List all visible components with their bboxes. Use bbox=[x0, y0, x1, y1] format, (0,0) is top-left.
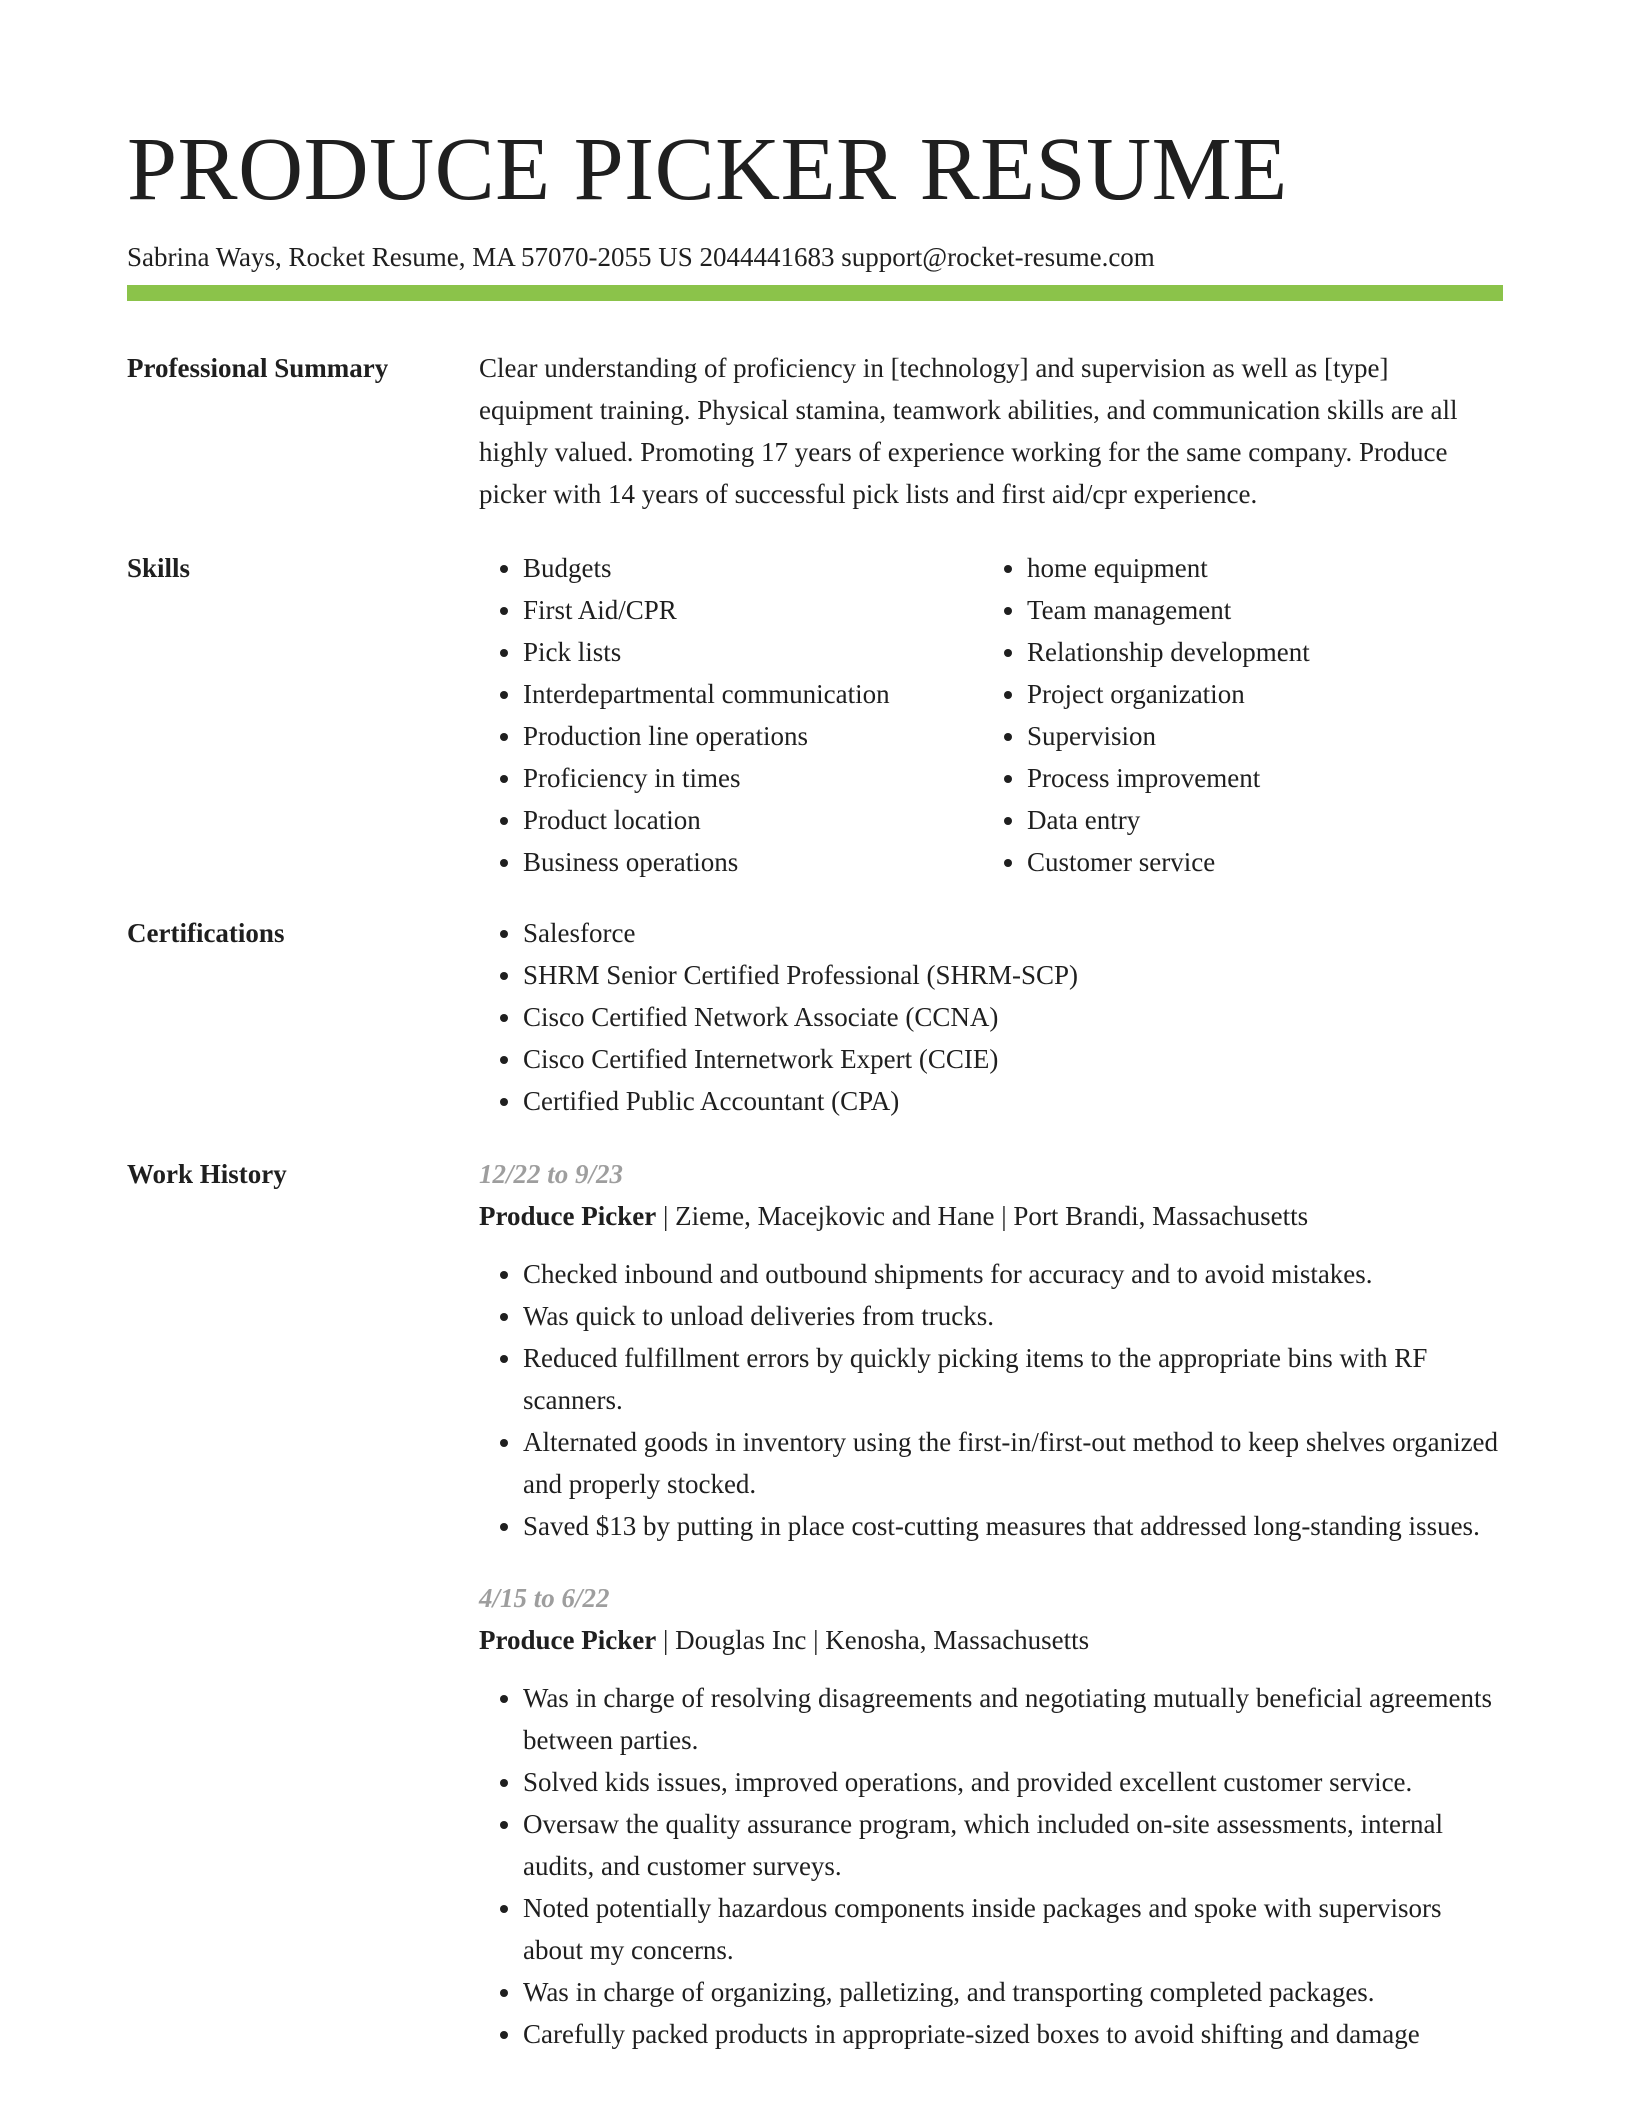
skill-item: • Production line operations bbox=[523, 715, 983, 757]
work-history-label: Work History bbox=[127, 1159, 287, 1189]
certifications-list bbox=[479, 912, 1503, 1122]
skill-item: • Supervision bbox=[1027, 715, 1487, 757]
contact-line: Sabrina Ways, Rocket Resume, MA 57070-2055 US 2044441683 support@rocket-resume.com bbox=[127, 242, 1155, 272]
summary-label: Professional Summary bbox=[127, 353, 389, 383]
resume-header bbox=[127, 118, 1503, 274]
job-heading bbox=[479, 1195, 1503, 1237]
job-date: 4/15 to 6/22 bbox=[479, 1583, 610, 1613]
job-entry bbox=[479, 1577, 1503, 2055]
certification-item: • Cisco Certified Network Associate (CCNA) bbox=[523, 996, 1503, 1038]
skill-item: • Process improvement bbox=[1027, 757, 1487, 799]
skill-item: • Customer service bbox=[1027, 841, 1487, 883]
work-history-body bbox=[479, 1153, 1503, 2055]
certification-item: • Certified Public Accountant (CPA) bbox=[523, 1080, 1503, 1122]
job-title: Produce Picker bbox=[479, 1201, 657, 1231]
skills-body bbox=[479, 547, 1503, 883]
job-bullet: • Oversaw the quality assurance program, which included on-site assessments, internal audits, and customer surveys. bbox=[523, 1803, 1503, 1887]
skill-item: • First Aid/CPR bbox=[523, 589, 983, 631]
skill-item: • Interdepartmental communication bbox=[523, 673, 983, 715]
job-title: Produce Picker bbox=[479, 1625, 657, 1655]
job-bullet: • Carefully packed products in appropriate-sized boxes to avoid shifting and damage bbox=[523, 2013, 1503, 2055]
job-bullet: • Noted potentially hazardous components inside packages and spoke with supervisors about my concerns. bbox=[523, 1887, 1503, 1971]
skill-item: • Budgets bbox=[523, 547, 983, 589]
job-bullets bbox=[479, 1253, 1503, 1547]
job-entry bbox=[479, 1153, 1503, 1547]
job-date: 12/22 to 9/23 bbox=[479, 1159, 624, 1189]
skill-item: • Pick lists bbox=[523, 631, 983, 673]
skill-item: • Business operations bbox=[523, 841, 983, 883]
skills-list-2 bbox=[983, 547, 1487, 883]
job-details: | Douglas Inc | Kenosha, Massachusetts bbox=[656, 1625, 1090, 1655]
certification-item: • Cisco Certified Internetwork Expert (CCIE) bbox=[523, 1038, 1503, 1080]
skill-item: • Product location bbox=[523, 799, 983, 841]
skill-item: • Project organization bbox=[1027, 673, 1487, 715]
skills-list-1 bbox=[479, 547, 983, 883]
job-bullet: • Checked inbound and outbound shipments for accuracy and to avoid mistakes. bbox=[523, 1253, 1503, 1295]
job-bullet: • Alternated goods in inventory using the first-in/first-out method to keep shelves organized and properly stocked. bbox=[523, 1421, 1503, 1505]
job-details: | Zieme, Macejkovic and Hane | Port Brandi, Massachusetts bbox=[656, 1201, 1309, 1231]
job-bullet: • Was in charge of organizing, palletizing, and transporting completed packages. bbox=[523, 1971, 1503, 2013]
skill-item: • Proficiency in times bbox=[523, 757, 983, 799]
skills-label: Skills bbox=[127, 553, 191, 583]
job-bullet: • Was quick to unload deliveries from trucks. bbox=[523, 1295, 1503, 1337]
job-bullet: • Reduced fulfillment errors by quickly picking items to the appropriate bins with RF scanners. bbox=[523, 1337, 1503, 1421]
certifications-body bbox=[479, 912, 1503, 1122]
skill-item: • Data entry bbox=[1027, 799, 1487, 841]
certifications-label: Certifications bbox=[127, 918, 285, 948]
resume-title: PRODUCE PICKER RESUME bbox=[127, 120, 1288, 219]
job-bullets bbox=[479, 1677, 1503, 2055]
skill-item: • home equipment bbox=[1027, 547, 1487, 589]
job-heading bbox=[479, 1619, 1503, 1661]
accent-divider bbox=[127, 285, 1503, 301]
skills-column-1 bbox=[479, 547, 983, 883]
summary-text: Clear understanding of proficiency in [technology] and supervision as well as [type] equipment training. Physical stamina, teamwork abilities, and communication skills are all highly valued. Promoting 17 years of experience working for the same company. Produce picker with 14 years of successful pick lists and first aid/cpr experience. bbox=[479, 353, 1458, 509]
job-bullet: • Was in charge of resolving disagreements and negotiating mutually beneficial agreements between parties. bbox=[523, 1677, 1503, 1761]
certification-item: • Salesforce bbox=[523, 912, 1503, 954]
job-bullet: • Saved $13 by putting in place cost-cutting measures that addressed long-standing issues. bbox=[523, 1505, 1503, 1547]
certification-item: • SHRM Senior Certified Professional (SHRM-SCP) bbox=[523, 954, 1503, 996]
skill-item: • Team management bbox=[1027, 589, 1487, 631]
skills-column-2 bbox=[983, 547, 1487, 883]
summary-body bbox=[479, 347, 1503, 515]
job-bullet: • Solved kids issues, improved operations, and provided excellent customer service. bbox=[523, 1761, 1503, 1803]
skill-item: • Relationship development bbox=[1027, 631, 1487, 673]
